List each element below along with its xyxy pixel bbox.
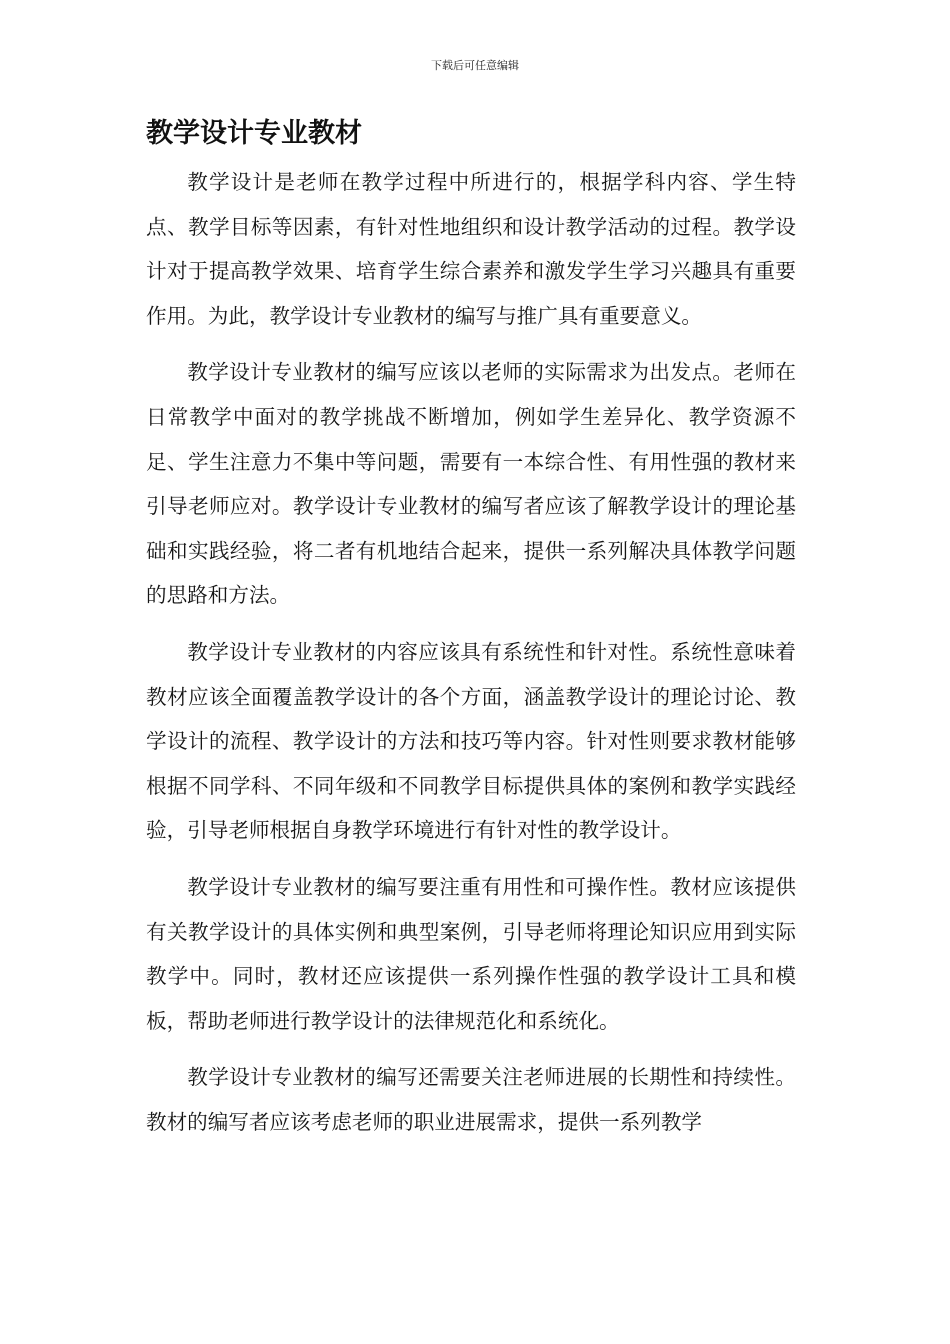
document-title: 教学设计专业教材 [146,118,362,149]
paragraph-2: 教学设计专业教材的编写应该以老师的实际需求为出发点。老师在日常教学中面对的教学挑战不断增加，例如学生差异化、教学资源不足、学生注意力不集中等问题，需要有一本综合性、有用性强的教材来引导老师应对。教学设计专业教材的编写者应该了解教学设计的理论基础和实践经验，将二者有机地结合起来，提供一系列解决具体教学问题的思路和方法。 [146,360,796,608]
paragraph-5: 教学设计专业教材的编写还需要关注老师进展的长期性和持续性。教材的编写者应该考虑老师的职业进展需求，提供一系列教学 [146,1065,796,1134]
paragraph-1: 教学设计是老师在教学过程中所进行的，根据学科内容、学生特点、教学目标等因素，有针对性地组织和设计教学活动的过程。教学设计对于提高教学效果、培育学生综合素养和激发学生学习兴趣具有重要作用。为此，教学设计专业教材的编写与推广具有重要意义。 [146,170,796,328]
paragraph-3: 教学设计专业教材的内容应该具有系统性和针对性。系统性意味着教材应该全面覆盖教学设计的各个方面，涵盖教学设计的理论讨论、教学设计的流程、教学设计的方法和技巧等内容。针对性则要求教材能够根据不同学科、不同年级和不同教学目标提供具体的案例和教学实践经验，引导老师根据自身教学环境进行有针对性的教学设计。 [146,639,796,843]
paragraph-4: 教学设计专业教材的编写要注重有用性和可操作性。教材应该提供有关教学设计的具体实例和典型案例，引导老师将理论知识应用到实际教学中。同时，教材还应该提供一系列操作性强的教学设计工具和模板，帮助老师进行教学设计的法律规范化和系统化。 [146,874,796,1033]
page-header-note: 下载后可任意编辑 [431,59,519,72]
document-body [146,160,796,1156]
